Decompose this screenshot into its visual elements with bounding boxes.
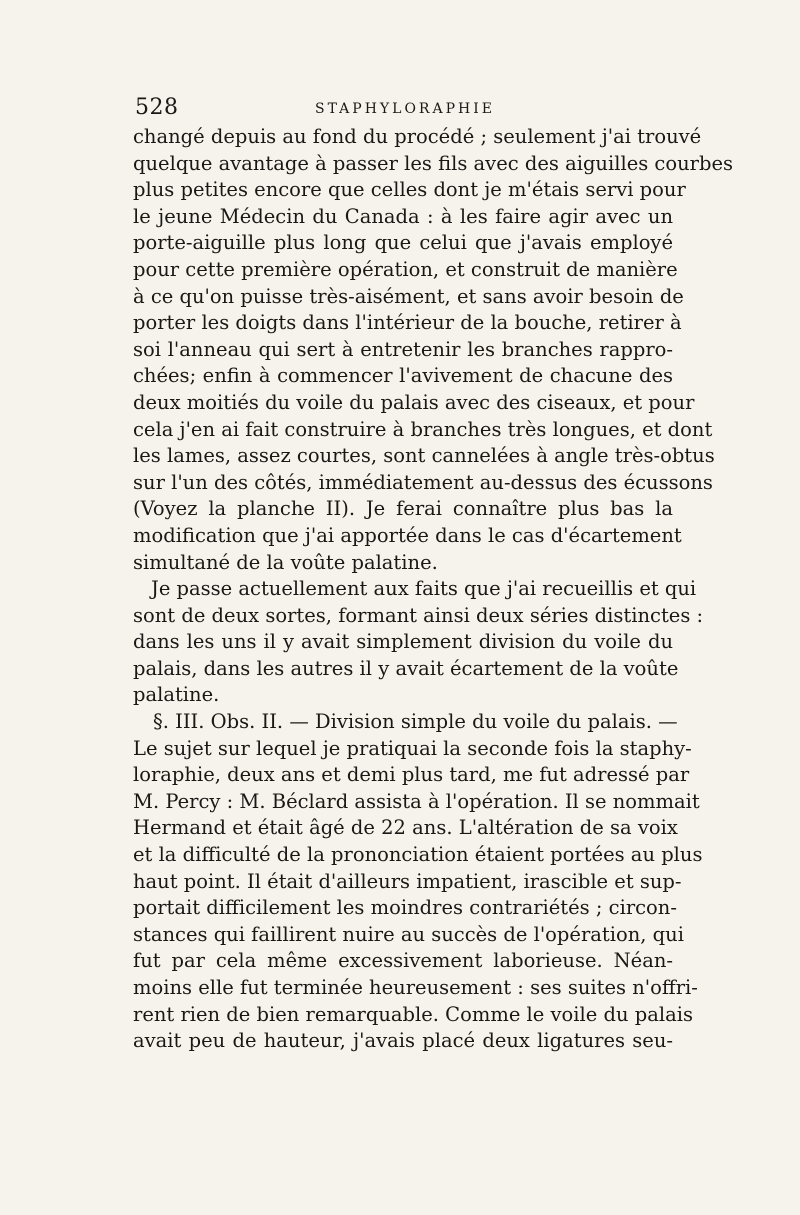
text-line: Hermand et était âgé de 22 ans. L'altération de sa voix xyxy=(133,816,678,840)
text-line: avait peu de hauteur, j'avais placé deux ligatures seu- xyxy=(133,1029,673,1053)
text-line: les lames, assez courtes, sont cannelées à angle très-obtus xyxy=(133,444,715,468)
text-line: sur l'un des côtés, immédiatement au-dessus des écussons xyxy=(133,470,713,494)
text-line: fut par cela même excessivement laborieuse. Néan- xyxy=(133,949,673,973)
text-line: palatine. xyxy=(133,683,220,707)
text-line: dans les uns il y avait simplement division du voile du xyxy=(133,630,673,654)
text-line: stances qui faillirent nuire au succès de l'opération, qui xyxy=(133,922,684,946)
text-line: haut point. Il était d'ailleurs impatient, irascible et sup- xyxy=(133,869,682,893)
text-line: porter les doigts dans l'intérieur de la bouche, retirer à xyxy=(133,311,682,335)
text-line: plus petites encore que celles dont je m'étais servi pour xyxy=(133,178,686,202)
text-line: Le sujet sur lequel je pratiquai la seconde fois la staphy- xyxy=(133,736,692,760)
running-title: STAPHYLORAPHIE xyxy=(315,101,495,117)
text-line: moins elle fut terminée heureusement : ses suites n'offri- xyxy=(133,976,698,999)
text-line: quelque avantage à passer les fils avec des aiguilles courbes xyxy=(133,151,734,175)
page-header xyxy=(135,92,670,124)
text-line: et la difficulté de la prononciation étaient portées au plus xyxy=(133,843,703,867)
text-line: deux moitiés du voile du palais avec des ciseaux, et pour xyxy=(133,390,695,414)
text-line: rent rien de bien remarquable. Comme le voile du palais xyxy=(133,1002,693,1026)
text-line: soi l'anneau qui sert à entretenir les branches rappro- xyxy=(133,337,673,361)
text-line: §. III. Obs. II. — Division simple du voile du palais. — xyxy=(153,710,678,734)
text-line: loraphie, deux ans et demi plus tard, me fut adressé par xyxy=(133,763,690,787)
text-line: à ce qu'on puisse très-aisément, et sans avoir besoin de xyxy=(133,284,684,308)
text-line: cela j'en ai fait construire à branches très longues, et dont xyxy=(133,417,713,441)
text-line: palais, dans les autres il y avait écartement de la voûte xyxy=(133,656,679,680)
text-line: chées; enfin à commencer l'avivement de chacune des xyxy=(133,364,673,388)
text-line: changé depuis au fond du procédé ; seulement j'ai trouvé xyxy=(133,125,702,148)
text-line: simultané de la voûte palatine. xyxy=(133,550,438,574)
text-line: M. Percy : M. Béclard assista à l'opération. Il se nommait xyxy=(133,789,700,813)
text-line: sont de deux sortes, formant ainsi deux séries distinctes : xyxy=(133,603,704,627)
text-line: Je passe actuellement aux faits que j'ai recueillis et qui xyxy=(151,577,697,601)
body-text xyxy=(133,124,734,1055)
text-line: modification que j'ai apportée dans le cas d'écartement xyxy=(133,523,682,547)
page-number: 528 xyxy=(135,95,179,120)
text-line: porte-aiguille plus long que celui que j'avais employé xyxy=(133,231,673,255)
text-line: le jeune Médecin du Canada : à les faire agir avec un xyxy=(133,204,673,228)
text-line: portait difficilement les moindres contrariétés ; circon- xyxy=(133,896,677,920)
text-line: (Voyez la planche II). Je ferai connaître plus bas la xyxy=(133,497,673,521)
text-line: pour cette première opération, et construit de manière xyxy=(133,257,678,281)
